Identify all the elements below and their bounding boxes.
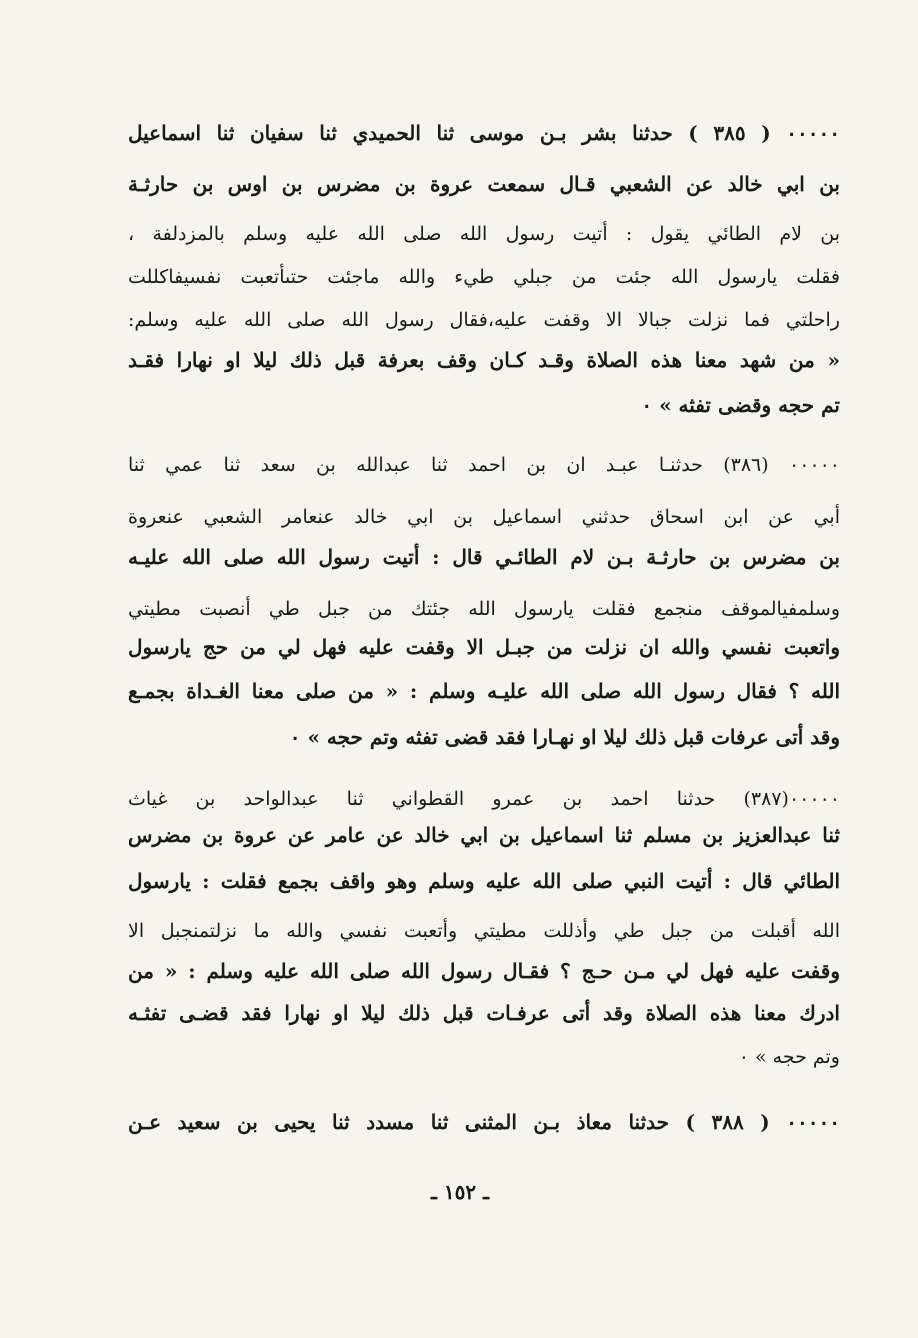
- hadith-385-line-2: بن ابي خالد عن الشعبي قـال سمعت عروة بن مضرس بن اوس بن حارثـة: [128, 172, 840, 196]
- hadith-386-line-1: ٠٠٠٠٠ (٣٨٦) حدثنـا عبـد ان بن احمد ثنا عبدالله بن سعد ثنا عمي ثنا: [128, 454, 840, 476]
- hadith-387-line-4: الله أقبلت من جبل طي وأذللت مطيتي وأتعبت نفسي والله ما نزلتمنجبل الا: [128, 920, 840, 942]
- hadith-386-line-4: وسلمفيالموقف منجمع فقلت يارسول الله جئتك من جبل طي أنصبت مطيتي: [128, 598, 840, 620]
- hadith-385-line-3: بن لام الطائي يقول : أتيت رسول الله صلى الله عليه وسلم بالمزدلفة ،: [128, 223, 840, 245]
- hadith-387-line-5: وقفت عليه فهل لي مـن حـج ؟ فقـال رسول الله صلى الله عليه وسلم : « من: [128, 959, 840, 983]
- hadith-387-line-2: ثنا عبدالعزيز بن مسلم ثنا اسماعيل بن ابي خالد عن عامر عن عروة بن مضرس: [128, 823, 840, 847]
- hadith-387-line-7: وتم حجه » ٠: [738, 1046, 840, 1068]
- hadith-385-line-5: راحلتي فما نزلت جبالا الا وقفت عليه،فقال رسول الله صلى الله عليه وسلم:: [128, 309, 840, 331]
- hadith-386-line-3: بن مضرس بن حارثـة بـن لام الطائـي قال : أتيت رسول الله صلى الله عليـه: [128, 545, 840, 569]
- hadith-386-line-6: الله ؟ فقال رسول الله صلى الله عليـه وسلم : « من صلى معنا الغـداة بجمـع: [128, 679, 840, 703]
- hadith-386-line-5: واتعبت نفسي والله ان نزلت من جبـل الا وقفت عليه فهل لي من حج يارسول: [128, 635, 840, 659]
- hadith-385-line-1: ٠٠٠٠٠ ( ٣٨٥ ) حدثنا بشر بـن موسى ثنا الحميدي ثنا سفيان ثنا اسماعيل: [128, 121, 840, 145]
- hadith-386-line-7: وقد أتى عرفات قبل ذلك ليلا او نهـارا فقد قضى تفثه وتم حجه » ٠: [289, 725, 840, 749]
- hadith-387-line-3: الطائي قال : أتيت النبي صلى الله عليه وسلم وهو واقف بجمع فقلت : يارسول: [128, 869, 840, 893]
- hadith-388-line-1: ٠٠٠٠٠ ( ٣٨٨ ) حدثنا معاذ بـن المثنى ثنا مسدد ثنا يحيى بن سعيد عـن: [128, 1110, 840, 1134]
- hadith-387-line-6: ادرك معنا هذه الصلاة وقد أتى عرفـات قبل ذلك ليلا او نهارا فقد قضـى تفثـه: [128, 1001, 840, 1025]
- hadith-385-line-4: فقلت يارسول الله جئت من جبلي طيء والله ماجئت حتىأتعبت نفسيفاكللت: [128, 266, 840, 288]
- hadith-385-line-7: تم حجه وقضى تفثه » ٠: [641, 393, 840, 417]
- page-number: ـ ١٥٢ ـ: [431, 1180, 489, 1204]
- hadith-387-line-1: ٠٠٠٠٠(٣٨٧) حدثنا احمد بن عمرو القطواني ثنا عبدالواحد بن غياث: [128, 788, 840, 810]
- hadith-386-line-2: أبي عن ابن اسحاق حدثني اسماعيل بن ابي خالد عنعامر الشعبي عنعروة: [128, 506, 840, 528]
- hadith-385-line-6: « من شهد معنا هذه الصلاة وقـد كـان وقف بعرفة قبل ذلك ليلا او نهارا فقـد: [128, 348, 840, 372]
